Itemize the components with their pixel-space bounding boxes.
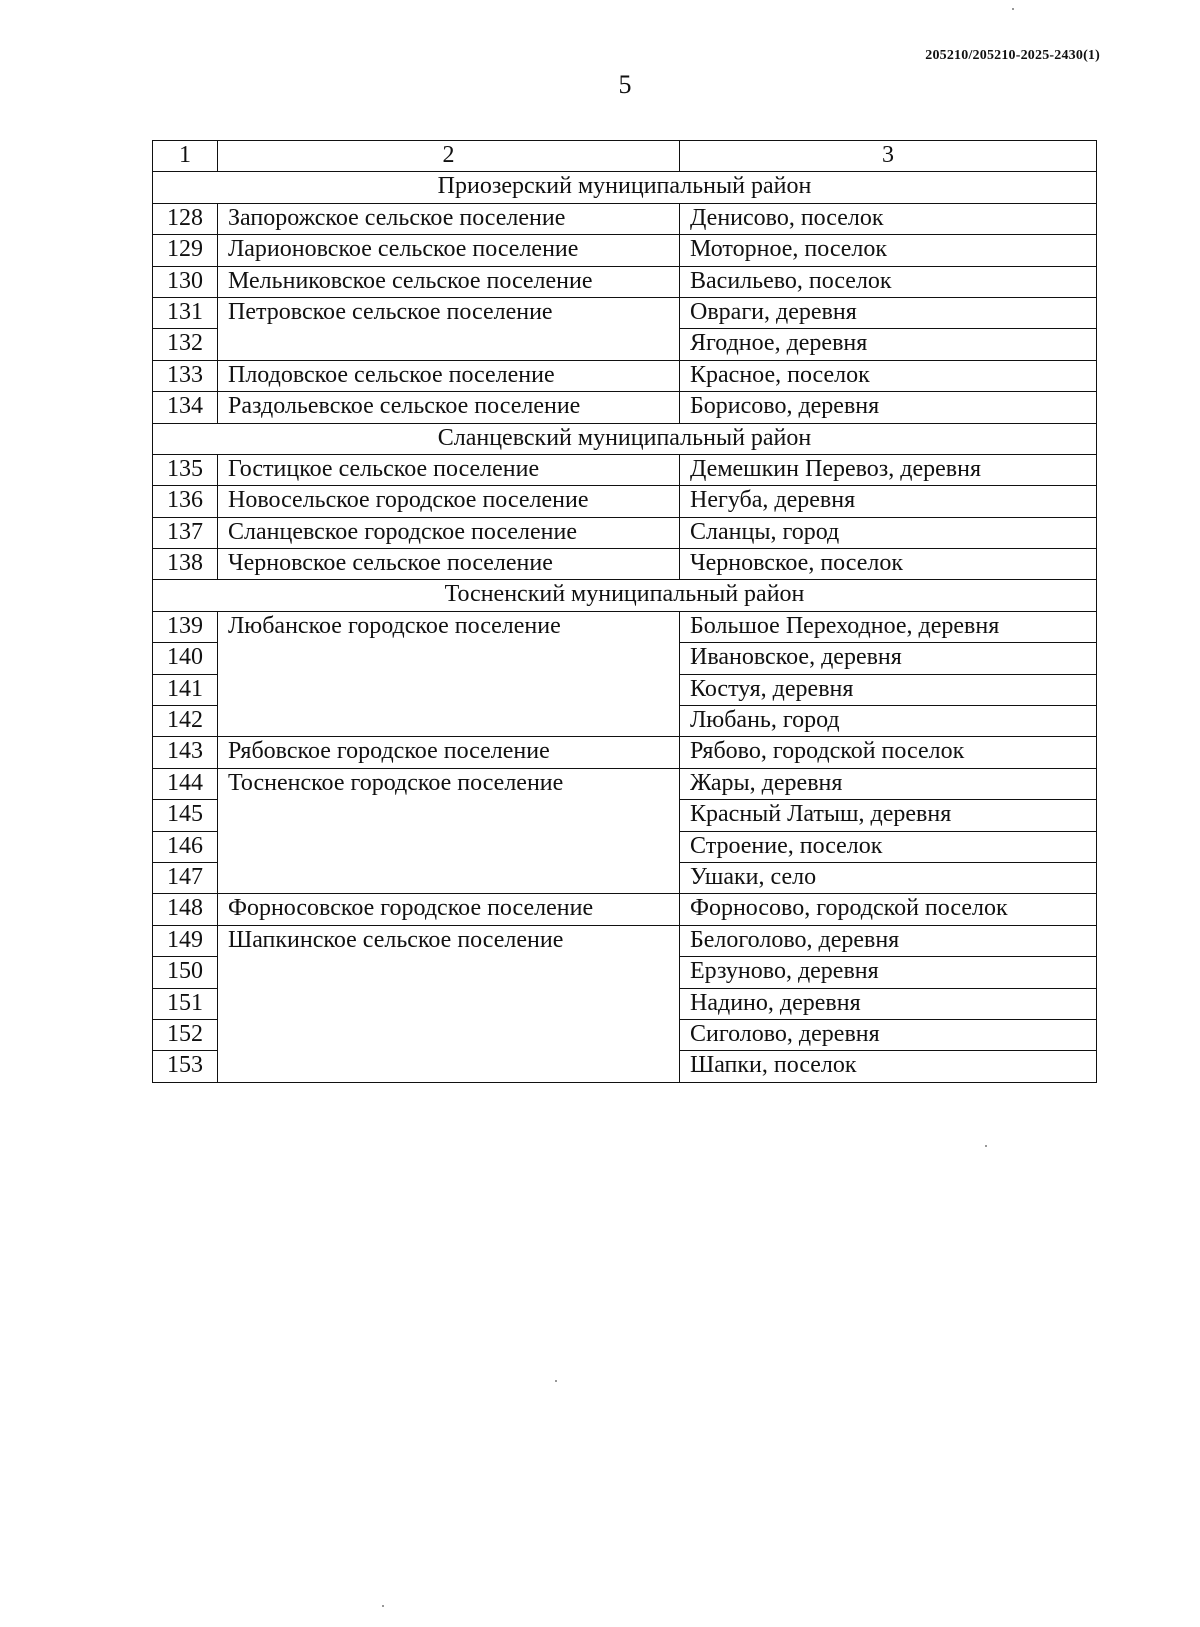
- row-number: 128: [153, 203, 218, 234]
- district-name: Приозерский муниципальный район: [153, 172, 1097, 203]
- row-number: 131: [153, 297, 218, 328]
- locality-name: Сланцы, город: [680, 517, 1097, 548]
- locality-name: Красное, поселок: [680, 360, 1097, 391]
- table-row: [153, 611, 1097, 642]
- row-number: 140: [153, 643, 218, 674]
- district-name: Сланцевский муниципальный район: [153, 423, 1097, 454]
- table-row: [153, 925, 1097, 956]
- scan-speck: [555, 1380, 557, 1382]
- settlement-name: Петровское сельское поселение: [218, 297, 680, 360]
- row-number: 144: [153, 768, 218, 799]
- table-body: [153, 141, 1097, 1083]
- row-number: 137: [153, 517, 218, 548]
- table-row: [153, 360, 1097, 391]
- table-row: [153, 894, 1097, 925]
- locality-name: Жары, деревня: [680, 768, 1097, 799]
- locality-name: Демешкин Перевоз, деревня: [680, 454, 1097, 485]
- row-number: 134: [153, 392, 218, 423]
- locality-name: Моторное, поселок: [680, 235, 1097, 266]
- locality-name: Ушаки, село: [680, 862, 1097, 893]
- settlement-name: Плодовское сельское поселение: [218, 360, 680, 391]
- district-name: Тосненский муниципальный район: [153, 580, 1097, 611]
- row-number: 142: [153, 706, 218, 737]
- locality-name: Красный Латыш, деревня: [680, 800, 1097, 831]
- scan-speck: [382, 1605, 384, 1607]
- row-number: 129: [153, 235, 218, 266]
- locality-name: Негуба, деревня: [680, 486, 1097, 517]
- column-header-1: 1: [153, 141, 218, 172]
- locality-name: Овраги, деревня: [680, 297, 1097, 328]
- row-number: 139: [153, 611, 218, 642]
- locality-name: Надино, деревня: [680, 988, 1097, 1019]
- locality-name: Форносово, городской поселок: [680, 894, 1097, 925]
- locality-name: Любань, город: [680, 706, 1097, 737]
- table-row: [153, 737, 1097, 768]
- settlement-name: Форносовское городское поселение: [218, 894, 680, 925]
- locality-name: Васильево, поселок: [680, 266, 1097, 297]
- locality-name: Строение, поселок: [680, 831, 1097, 862]
- district-row: [153, 423, 1097, 454]
- row-number: 138: [153, 549, 218, 580]
- settlements-table: [152, 140, 1097, 1083]
- row-number: 150: [153, 957, 218, 988]
- scan-speck: [985, 1145, 987, 1147]
- table-row: [153, 297, 1097, 328]
- table-row: [153, 549, 1097, 580]
- settlement-name: Шапкинское сельское поселение: [218, 925, 680, 1082]
- table-header-row: [153, 141, 1097, 172]
- locality-name: Ивановское, деревня: [680, 643, 1097, 674]
- table-row: [153, 392, 1097, 423]
- row-number: 148: [153, 894, 218, 925]
- locality-name: Шапки, поселок: [680, 1051, 1097, 1082]
- column-header-3: 3: [680, 141, 1097, 172]
- row-number: 151: [153, 988, 218, 1019]
- locality-name: Белоголово, деревня: [680, 925, 1097, 956]
- row-number: 136: [153, 486, 218, 517]
- settlement-name: Черновское сельское поселение: [218, 549, 680, 580]
- row-number: 146: [153, 831, 218, 862]
- page-number: 5: [618, 70, 632, 99]
- table-row: [153, 768, 1097, 799]
- settlement-name: Тосненское городское поселение: [218, 768, 680, 894]
- settlement-name: Сланцевское городское поселение: [218, 517, 680, 548]
- row-number: 149: [153, 925, 218, 956]
- row-number: 145: [153, 800, 218, 831]
- scan-speck: [1012, 8, 1014, 10]
- settlement-name: Любанское городское поселение: [218, 611, 680, 737]
- row-number: 153: [153, 1051, 218, 1082]
- table-row: [153, 235, 1097, 266]
- settlement-name: Новосельское городское поселение: [218, 486, 680, 517]
- locality-name: Сиголово, деревня: [680, 1019, 1097, 1050]
- locality-name: Черновское, поселок: [680, 549, 1097, 580]
- locality-name: Костуя, деревня: [680, 674, 1097, 705]
- column-header-2: 2: [218, 141, 680, 172]
- locality-name: Рябово, городской поселок: [680, 737, 1097, 768]
- settlement-name: Рябовское городское поселение: [218, 737, 680, 768]
- locality-name: Ерзуново, деревня: [680, 957, 1097, 988]
- locality-name: Большое Переходное, деревня: [680, 611, 1097, 642]
- settlement-name: Гостицкое сельское поселение: [218, 454, 680, 485]
- settlement-name: Мельниковское сельское поселение: [218, 266, 680, 297]
- settlement-name: Запорожское сельское поселение: [218, 203, 680, 234]
- locality-name: Денисово, поселок: [680, 203, 1097, 234]
- row-number: 133: [153, 360, 218, 391]
- table-row: [153, 486, 1097, 517]
- district-row: [153, 172, 1097, 203]
- table-row: [153, 517, 1097, 548]
- table-row: [153, 266, 1097, 297]
- settlement-name: Ларионовское сельское поселение: [218, 235, 680, 266]
- row-number: 130: [153, 266, 218, 297]
- row-number: 135: [153, 454, 218, 485]
- row-number: 141: [153, 674, 218, 705]
- document-code: 205210/205210-2025-2430(1): [925, 48, 1100, 63]
- settlement-name: Раздольевское сельское поселение: [218, 392, 680, 423]
- row-number: 152: [153, 1019, 218, 1050]
- table-row: [153, 454, 1097, 485]
- locality-name: Борисово, деревня: [680, 392, 1097, 423]
- table-row: [153, 203, 1097, 234]
- district-row: [153, 580, 1097, 611]
- row-number: 143: [153, 737, 218, 768]
- locality-name: Ягодное, деревня: [680, 329, 1097, 360]
- row-number: 132: [153, 329, 218, 360]
- row-number: 147: [153, 862, 218, 893]
